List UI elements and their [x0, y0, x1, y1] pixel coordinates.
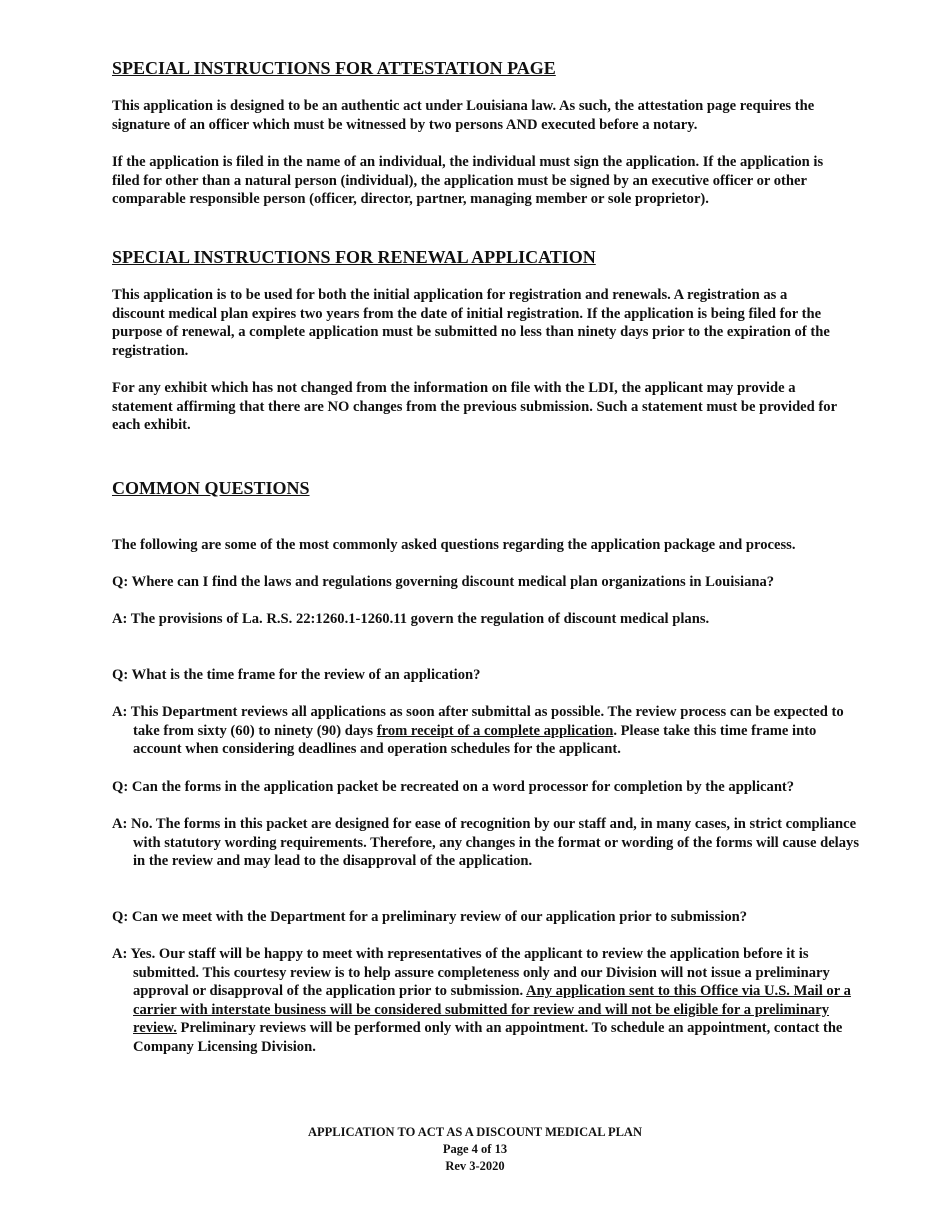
answer-2-underlined-text: from receipt of a complete application [376, 722, 614, 739]
footer-revision: Rev 3-2020 [445, 1159, 505, 1173]
page-footer [0, 1124, 950, 1175]
question-2: Q: What is the time frame for the review of an application? [112, 667, 481, 683]
answer-3: A: No. The forms in this packet are designed for ease of recognition by our staff and, in many cases, in strict compliance with statutory wording requirements. Therefore, any changes in the format or wording of the forms will cause delays in the review and may lead to the disapproval of the application. [112, 816, 859, 870]
answer-2 [112, 703, 861, 759]
answer-1: A: The provisions of La. R.S. 22:1260.1-1260.11 govern the regulation of discount medical plans. [112, 611, 710, 627]
answer-4-text-end: Preliminary reviews will be performed only with an appointment. To schedule an appointment, contact the Company Licensing Division. [133, 1020, 843, 1055]
answer-4-text: A: Yes. Our staff will be happy to meet with representatives of the applicant to review the application before it is submitted. This courtesy review is to help assure completeness only and our Division will not issue a preliminary approval or disapproval of the application prior to submission. [112, 946, 830, 1000]
answer-2-text: A: This Department reviews all applications as soon after submittal as possible. The review process can be expected to take from sixty (60) to ninety (90) days [112, 704, 844, 739]
answer-2-text-end: . Please take this time frame into account when considering deadlines and operation schedules for the applicant. [133, 722, 817, 758]
footer-title: APPLICATION TO ACT AS A DISCOUNT MEDICAL PLAN [308, 1125, 642, 1139]
attestation-paragraph-1: This application is designed to be an authentic act under Louisiana law. As such, the attestation page requires the signature of an officer which must be witnessed by two persons AND executed before a notary. [112, 98, 815, 133]
renewal-paragraph-1: This application is to be used for both the initial application for registration and renewals. A registration as a discount medical plan expires two years from the date of initial registration. If the application is being filed for the purpose of renewal, a complete application must be submitted no less than ninety days prior to the expiration of the registration. [112, 287, 830, 359]
question-1: Q: Where can I find the laws and regulations governing discount medical plan organizations in Louisiana? [112, 574, 775, 590]
footer-page-number: Page 4 of 13 [442, 1142, 508, 1156]
attestation-paragraph-2: If the application is filed in the name of an individual, the individual must sign the application. If the application is filed for other than a natural person (individual), the application must be signed by an executive officer or other comparable responsible person (officer, director, partner, managing member or sole proprietor). [112, 154, 824, 208]
attestation-heading: SPECIAL INSTRUCTIONS FOR ATTESTATION PAGE [112, 58, 556, 78]
common-questions-heading: COMMON QUESTIONS [112, 478, 310, 498]
renewal-heading: SPECIAL INSTRUCTIONS FOR RENEWAL APPLICATION [112, 247, 596, 267]
common-questions-intro: The following are some of the most commonly asked questions regarding the application package and process. [112, 537, 796, 553]
question-4: Q: Can we meet with the Department for a preliminary review of our application prior to submission? [112, 909, 748, 925]
question-3: Q: Can the forms in the application packet be recreated on a word processor for completion by the applicant? [112, 779, 795, 795]
renewal-paragraph-2: For any exhibit which has not changed from the information on file with the LDI, the applicant may provide a statement affirming that there are NO changes from the previous submission. Such a statement must be provided for each exhibit. [112, 380, 837, 434]
answer-4 [112, 945, 861, 1057]
answer-4-underlined-text: Any application sent to this Office via U.S. Mail or a carrier with interstate business will be considered submitted for review and will not be eligible for a preliminary review. [133, 983, 851, 1037]
